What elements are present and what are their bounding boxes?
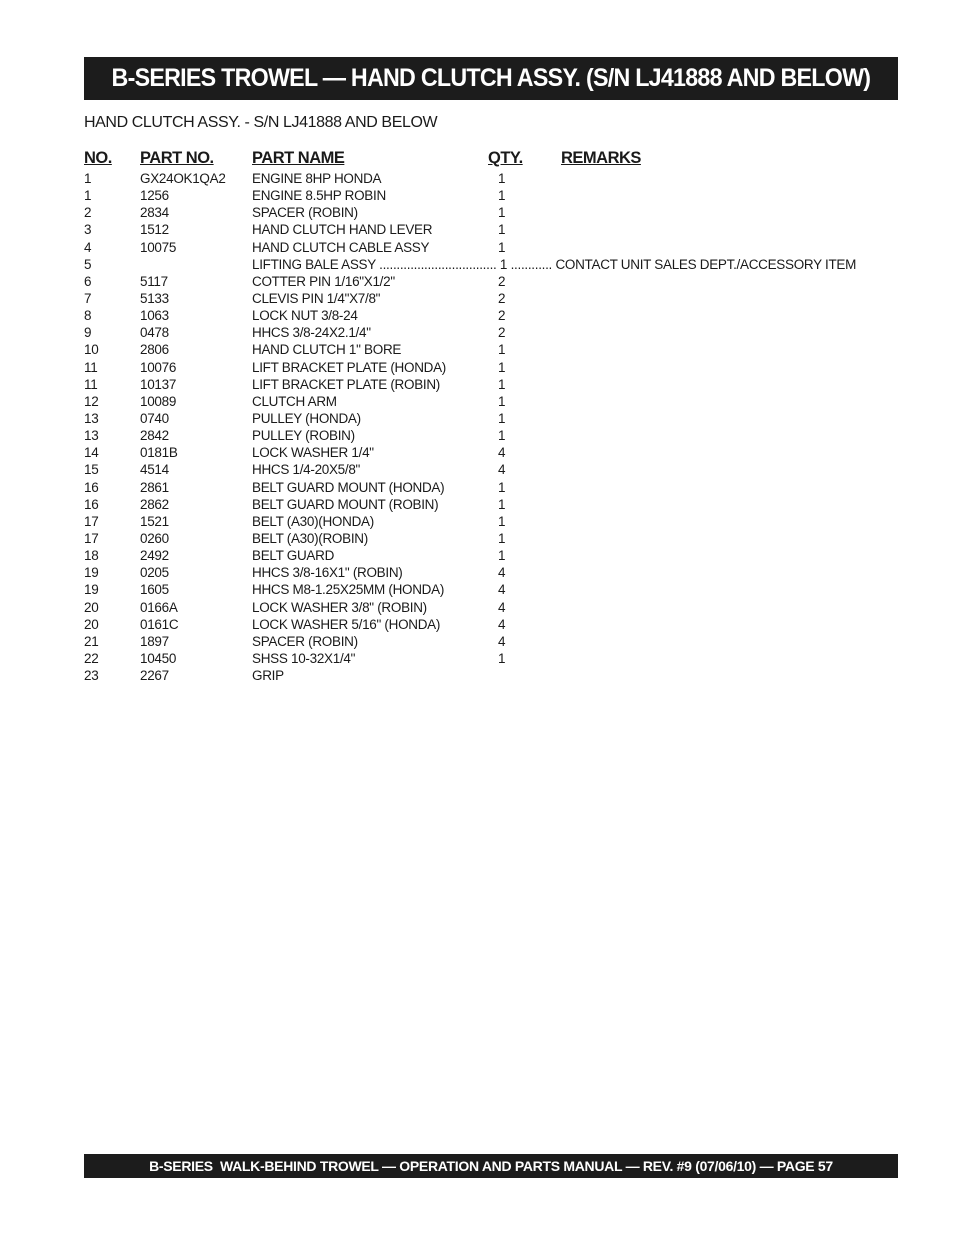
cell-no: 18 — [84, 548, 99, 564]
header-no: NO. — [84, 149, 112, 167]
table-row — [84, 290, 884, 307]
cell-qty: 4 — [498, 582, 506, 598]
cell-part-name: LOCK WASHER 3/8" (ROBIN) — [252, 599, 427, 615]
cell-qty: 1 — [498, 530, 506, 546]
cell-part-name: HAND CLUTCH 1" BORE — [252, 342, 402, 358]
cell-part-no: 10089 — [140, 393, 177, 409]
cell-part-no: 1063 — [140, 308, 169, 324]
table-row — [84, 461, 884, 478]
cell-part-name: SPACER (ROBIN) — [252, 205, 358, 221]
table-row — [84, 496, 884, 513]
cell-no: 12 — [84, 393, 99, 409]
cell-qty: 1 — [498, 548, 506, 564]
cell-no: 11 — [84, 376, 98, 392]
cell-no: 17 — [84, 530, 99, 546]
cell-no: 13 — [84, 410, 99, 426]
cell-part-no: 1512 — [140, 222, 169, 238]
cell-no: 5 — [84, 256, 92, 272]
cell-qty: 2 — [498, 325, 506, 341]
cell-part-name: PULLEY (ROBIN) — [252, 428, 355, 444]
cell-part-name: ENGINE 8.5HP ROBIN — [252, 188, 386, 204]
cell-no: 20 — [84, 616, 99, 632]
cell-part-name: LOCK NUT 3/8-24 — [252, 308, 358, 324]
cell-part-no: 1256 — [140, 188, 169, 204]
cell-part-name: LIFT BRACKET PLATE (ROBIN) — [252, 376, 440, 392]
cell-part-name: HHCS 3/8-24X2.1/4" — [252, 325, 371, 341]
footer-bar — [84, 1154, 898, 1178]
table-row — [84, 650, 884, 667]
table-row — [84, 393, 884, 410]
cell-qty: 4 — [498, 445, 506, 461]
cell-no: 4 — [84, 239, 92, 255]
header-part-no: PART NO. — [140, 149, 214, 167]
table-row — [84, 204, 884, 221]
cell-qty: 4 — [498, 565, 506, 581]
cell-no: 1 — [84, 188, 92, 204]
parts-table-body — [84, 170, 884, 684]
cell-no: 2 — [84, 205, 92, 221]
cell-part-name: GRIP — [252, 668, 284, 684]
cell-part-name: HAND CLUTCH HAND LEVER — [252, 222, 433, 238]
table-row — [84, 410, 884, 427]
cell-part-name: BELT GUARD — [252, 548, 335, 564]
cell-no: 22 — [84, 650, 99, 666]
cell-no: 11 — [84, 359, 98, 375]
cell-no: 1 — [84, 171, 92, 186]
cell-no: 13 — [84, 428, 99, 444]
table-row — [84, 513, 884, 530]
cell-part-no: 1605 — [140, 582, 169, 598]
cell-part-name: BELT GUARD MOUNT (ROBIN) — [252, 496, 439, 512]
cell-no: 9 — [84, 325, 92, 341]
cell-part-no: 1897 — [140, 633, 169, 649]
cell-part-no: 10137 — [140, 376, 177, 392]
cell-part-name: CLUTCH ARM — [252, 393, 337, 409]
cell-part-no: 0478 — [140, 325, 169, 341]
cell-part-name: LIFTING BALE ASSY .................................. 1 ............ CONTACT UNIT SALES DEPT./ACCESSORY ITEM — [252, 256, 857, 272]
cell-qty: 1 — [498, 650, 506, 666]
parts-table — [84, 148, 884, 684]
cell-no: 23 — [84, 668, 99, 684]
cell-qty: 1 — [498, 428, 506, 444]
cell-part-no: 2492 — [140, 548, 169, 564]
table-row — [84, 427, 884, 444]
cell-part-no: 10450 — [140, 650, 177, 666]
cell-part-no: 0205 — [140, 565, 169, 581]
cell-part-no: 1521 — [140, 513, 169, 529]
table-row — [84, 581, 884, 598]
cell-qty: 4 — [498, 633, 506, 649]
cell-qty: 1 — [498, 479, 506, 495]
cell-part-name: BELT (A30)(ROBIN) — [252, 530, 368, 546]
table-row — [84, 564, 884, 581]
cell-qty: 4 — [498, 616, 506, 632]
cell-qty: 1 — [498, 171, 506, 186]
table-row — [84, 667, 884, 684]
cell-part-name: COTTER PIN 1/16"X1/2" — [252, 273, 395, 289]
cell-part-name: PULLEY (HONDA) — [252, 410, 361, 426]
cell-part-no: 5133 — [140, 290, 169, 306]
cell-no: 10 — [84, 342, 99, 358]
table-row — [84, 273, 884, 290]
cell-qty: 1 — [498, 188, 506, 204]
table-row — [84, 599, 884, 616]
table-row — [84, 221, 884, 238]
cell-part-name: LIFT BRACKET PLATE (HONDA) — [252, 359, 446, 375]
cell-qty: 4 — [498, 599, 506, 615]
cell-part-no: GX24OK1QA2 — [140, 171, 226, 186]
cell-qty: 2 — [498, 273, 506, 289]
cell-part-name: ENGINE 8HP HONDA — [252, 171, 382, 186]
cell-no: 16 — [84, 496, 99, 512]
cell-no: 3 — [84, 222, 92, 238]
cell-part-no: 2806 — [140, 342, 169, 358]
cell-no: 19 — [84, 565, 99, 581]
table-row — [84, 547, 884, 564]
cell-qty: 1 — [498, 342, 506, 358]
header-part-name: PART NAME — [252, 149, 345, 167]
cell-part-no: 10076 — [140, 359, 177, 375]
cell-part-no: 4514 — [140, 462, 169, 478]
page-title: B-SERIES TROWEL — HAND CLUTCH ASSY. (S/N LJ41888 AND BELOW) — [111, 64, 871, 92]
cell-part-name: CLEVIS PIN 1/4"X7/8" — [252, 290, 381, 306]
table-row — [84, 444, 884, 461]
cell-part-no: 2862 — [140, 496, 169, 512]
header-qty: QTY. — [488, 149, 523, 167]
table-row — [84, 324, 884, 341]
cell-no: 8 — [84, 308, 92, 324]
cell-qty: 1 — [498, 376, 506, 392]
cell-part-no: 2267 — [140, 668, 169, 684]
table-row — [84, 530, 884, 547]
table-row — [84, 170, 884, 187]
cell-part-name: HHCS 1/4-20X5/8" — [252, 462, 361, 478]
cell-qty: 1 — [498, 410, 506, 426]
cell-no: 7 — [84, 290, 92, 306]
table-row — [84, 341, 884, 358]
cell-no: 14 — [84, 445, 99, 461]
cell-qty: 4 — [498, 462, 506, 478]
table-row — [84, 376, 884, 393]
cell-qty: 1 — [498, 205, 506, 221]
table-row — [84, 633, 884, 650]
parts-table-header — [84, 148, 884, 170]
page-title-bar — [84, 57, 898, 100]
cell-qty: 1 — [498, 359, 506, 375]
cell-no: 19 — [84, 582, 99, 598]
cell-qty: 1 — [498, 513, 506, 529]
cell-part-name: BELT GUARD MOUNT (HONDA) — [252, 479, 445, 495]
cell-part-no: 2861 — [140, 479, 169, 495]
table-row — [84, 616, 884, 633]
cell-no: 6 — [84, 273, 92, 289]
cell-qty: 1 — [498, 222, 506, 238]
cell-part-name: HHCS 3/8-16X1" (ROBIN) — [252, 565, 403, 581]
footer-text: B-SERIES WALK-BEHIND TROWEL — OPERATION AND PARTS MANUAL — REV. #9 (07/06/10) — PAGE 57 — [149, 1158, 833, 1174]
cell-part-no: 0166A — [140, 599, 178, 615]
cell-part-no: 0740 — [140, 410, 169, 426]
cell-part-no: 0181B — [140, 445, 178, 461]
cell-part-no: 0161C — [140, 616, 179, 632]
cell-qty: 2 — [498, 308, 506, 324]
cell-part-name: SHSS 10-32X1/4" — [252, 650, 356, 666]
table-row — [84, 307, 884, 324]
cell-part-name: LOCK WASHER 1/4" — [252, 445, 374, 461]
section-subtitle: HAND CLUTCH ASSY. - S/N LJ41888 AND BELOW — [84, 114, 438, 131]
cell-no: 15 — [84, 462, 99, 478]
cell-part-name: LOCK WASHER 5/16" (HONDA) — [252, 616, 441, 632]
table-row — [84, 359, 884, 376]
cell-part-no: 10075 — [140, 239, 177, 255]
cell-part-no: 2842 — [140, 428, 169, 444]
cell-part-no: 5117 — [140, 273, 168, 289]
cell-part-no: 2834 — [140, 205, 169, 221]
cell-no: 16 — [84, 479, 99, 495]
cell-part-no: 0260 — [140, 530, 169, 546]
cell-qty: 2 — [498, 290, 506, 306]
table-row — [84, 239, 884, 256]
table-row — [84, 187, 884, 204]
cell-qty: 1 — [498, 393, 506, 409]
table-row — [84, 479, 884, 496]
cell-part-name: BELT (A30)(HONDA) — [252, 513, 374, 529]
cell-qty: 1 — [498, 496, 506, 512]
cell-part-name: HHCS M8-1.25X25MM (HONDA) — [252, 582, 445, 598]
cell-part-name: SPACER (ROBIN) — [252, 633, 358, 649]
cell-no: 17 — [84, 513, 99, 529]
cell-qty: 1 — [498, 239, 506, 255]
table-row — [84, 256, 884, 273]
cell-no: 20 — [84, 599, 99, 615]
cell-part-name: HAND CLUTCH CABLE ASSY — [252, 239, 430, 255]
header-remarks: REMARKS — [561, 149, 641, 167]
cell-no: 21 — [84, 633, 99, 649]
